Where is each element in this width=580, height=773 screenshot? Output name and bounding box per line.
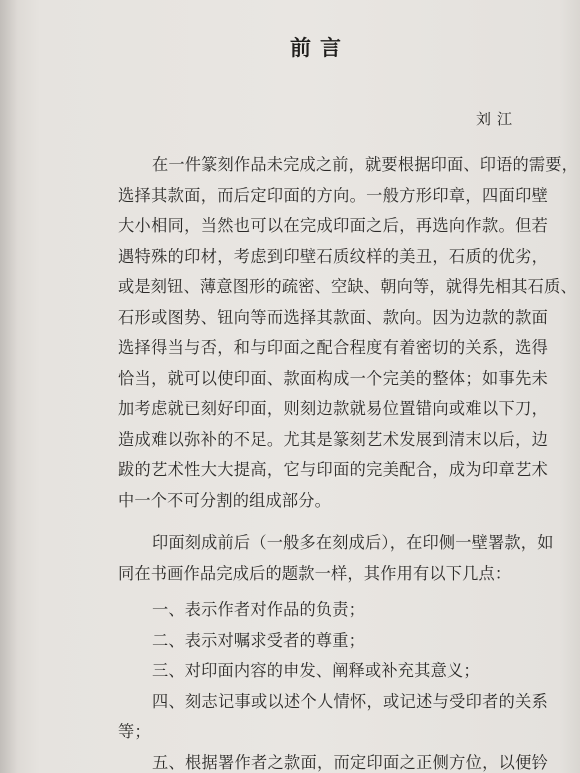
- list-item: 三、对印面内容的申发、阐释或补充其意义；: [152, 661, 480, 680]
- paragraph-1-line: 石形或图势、钮向等而选择其款面、款向。因为边款的款面: [118, 307, 548, 327]
- paragraph-1-line: 中一个不可分割的组成部分。: [118, 490, 332, 510]
- paragraph-1-line: 造成难以弥补的不足。尤其是篆刻艺术发展到清末以后，边: [118, 429, 548, 449]
- page-title: 前言: [290, 35, 350, 60]
- paragraph-1-line: 加考虑就已刻好印面，则刻边款就易位置错向或难以下刀，: [118, 399, 548, 418]
- list-item: 四、刻志记事或以述个人情怀，或记述与受印者的关系: [152, 691, 548, 711]
- paragraph-1-line: 遇特殊的印材，考虑到印壁石质纹样的美丑，石质的优劣，: [118, 246, 548, 266]
- paragraph-1-line: 跋的艺术性大大提高，它与印面的完美配合，成为印章艺术: [118, 460, 548, 479]
- paragraph-2-line: 印面刻成前后（一般多在刻成后），在印侧一壁署款，如: [152, 533, 554, 552]
- paragraph-2-line: 同在书画作品完成后的题款一样，其作用有以下几点：: [118, 563, 512, 583]
- list-item: 一、表示作者对作品的负责；: [152, 600, 366, 619]
- page-gutter-shadow: [0, 0, 18, 773]
- paragraph-gap: [118, 516, 548, 528]
- paragraph-1-line: 恰当，就可以使印面、款面构成一个完美的整体；如事先未: [118, 368, 548, 388]
- paragraph-1-line: 或是刻钮、薄意图形的疏密、空缺、朝向等，就得先相其石质、: [118, 277, 577, 296]
- paragraph-1-line: 在一件篆刻作品未完成之前，就要根据印面、印语的需要，: [152, 155, 579, 174]
- paragraph-1-line: 选择得当与否，和与印面之配合程度有着密切的关系，选得: [118, 338, 548, 357]
- paragraph-1-line: 大小相同，当然也可以在完成印面之后，再选向作款。但若: [118, 216, 548, 235]
- paragraph-1-line: 选择其款面，而后定印面的方向。一般方形印章，四面印壁: [118, 185, 548, 205]
- list-item: 五、根据署作者之款面，而定印面之正侧方位，以便钤: [152, 752, 548, 772]
- body-text: [118, 150, 579, 773]
- author-name: 刘江: [475, 110, 518, 128]
- list-item: 二、表示对嘱求受者的尊重；: [152, 630, 366, 650]
- list-item-continuation: 等；: [118, 722, 151, 741]
